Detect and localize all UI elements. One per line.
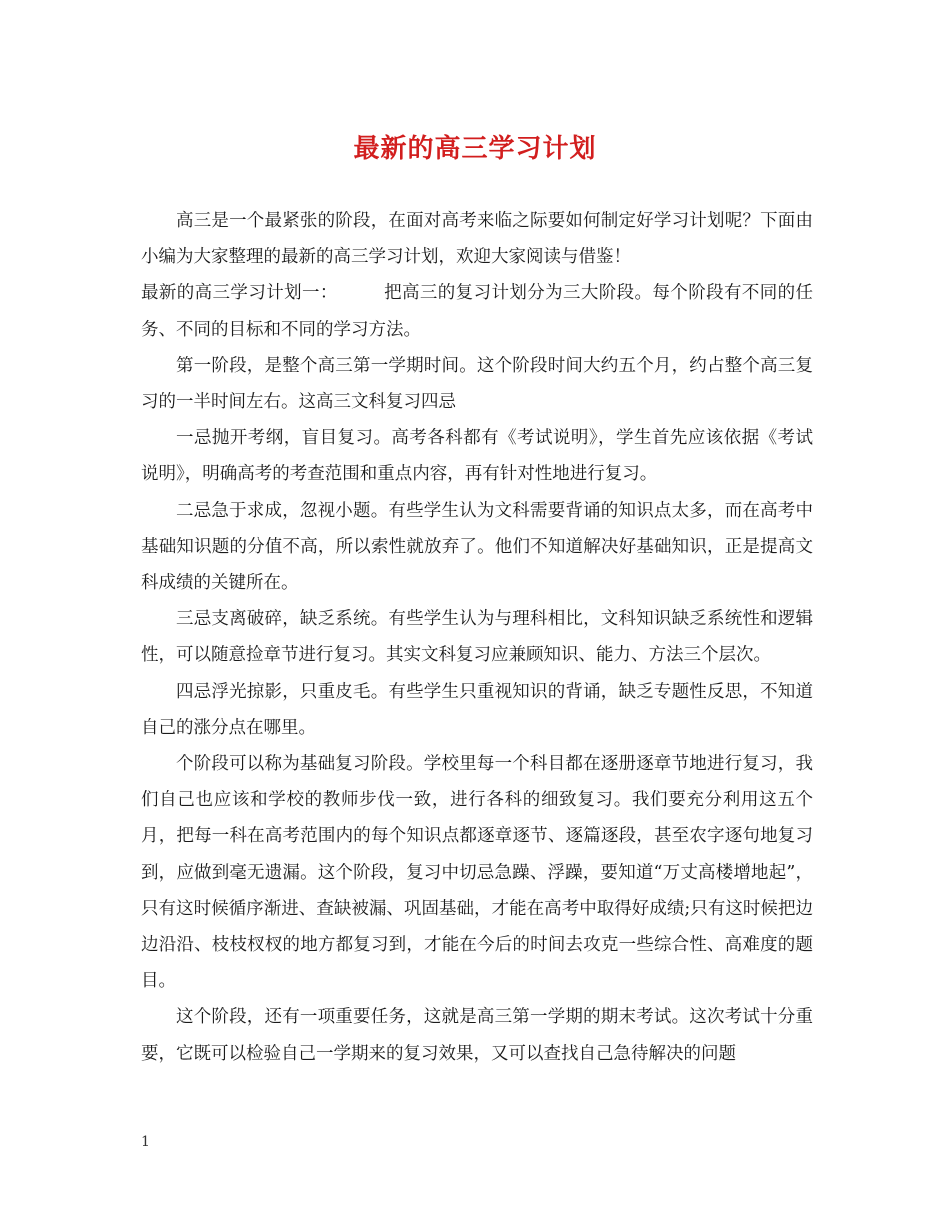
plan-label: 最新的高三学习计划一：: [141, 283, 338, 304]
paragraph-taboo-two: 二忌急于求成，忽视小题。有些学生认为文科需要背诵的知识点太多，而在高考中基础知识题的分值不高，所以索性就放弃了。他们不知道解决好基础知识，正是提高文科成绩的关键所在。: [141, 500, 813, 594]
page-number: 1: [141, 1134, 150, 1150]
plan-text: 把高三的复习计划分为三大阶段。每个阶段有不同的任务、不同的目标和不同的学习方法。: [141, 283, 814, 340]
intro-paragraph: 高三是一个最紧张的阶段，在面对高考来临之际要如何制定好学习计划呢？下面由小编为大家整理的最新的高三学习计划，欢迎大家阅读与借鉴！: [141, 211, 813, 268]
plan-paragraph: [141, 275, 813, 347]
paragraph-basic-review: 个阶段可以称为基础复习阶段。学校里每一个科目都在逐册逐章节地进行复习，我们自己也应该和学校的教师步伐一致，进行各科的细致复习。我们要充分利用这五个月，把每一科在高考范围内的每个知识点都逐章逐节、逐篇逐段，甚至农字逐句地复习到，应做到毫无遗漏。这个阶段，复习中切忌急躁、浮躁，要知道“万丈高楼增地起”，只有这时候循序渐进、查缺被漏、巩固基础，才能在高考中取得好成绩;只有这时候把边边沿沿、枝枝杈杈的地方都复习到，才能在今后的时间去攻克一些综合性、高难度的题目。: [141, 754, 813, 992]
paragraph-taboo-three: 三忌支离破碎，缺乏系统。有些学生认为与理科相比，文科知识缺乏系统性和逻辑性，可以随意捡章节进行复习。其实文科复习应兼顾知识、能力、方法三个层次。: [141, 609, 813, 666]
document-title: 最新的高三学习计划: [353, 134, 597, 164]
document-body: [141, 203, 813, 1072]
paragraph-stage-one: 第一阶段，是整个高三第一学期时间。这个阶段时间大约五个月，约占整个高三复习的一半时间左右。这高三文科复习四忌: [141, 355, 813, 413]
paragraph-final-exam: 这个阶段，还有一项重要任务，这就是高三第一学期的期末考试。这次考试十分重要，它既可以检验自己一学期来的复习效果，又可以查找自己急待解决的问题: [141, 1007, 813, 1064]
paragraph-taboo-four: 四忌浮光掠影，只重皮毛。有些学生只重视知识的背诵，缺乏专题性反思，不知道自己的涨分点在哪里。: [141, 681, 813, 738]
paragraph-taboo-one: 一忌抛开考纲，盲目复习。高考各科都有《考试说明》，学生首先应该依据《考试说明》，明确高考的考查范围和重点内容，再有针对性地进行复习。: [141, 428, 813, 485]
